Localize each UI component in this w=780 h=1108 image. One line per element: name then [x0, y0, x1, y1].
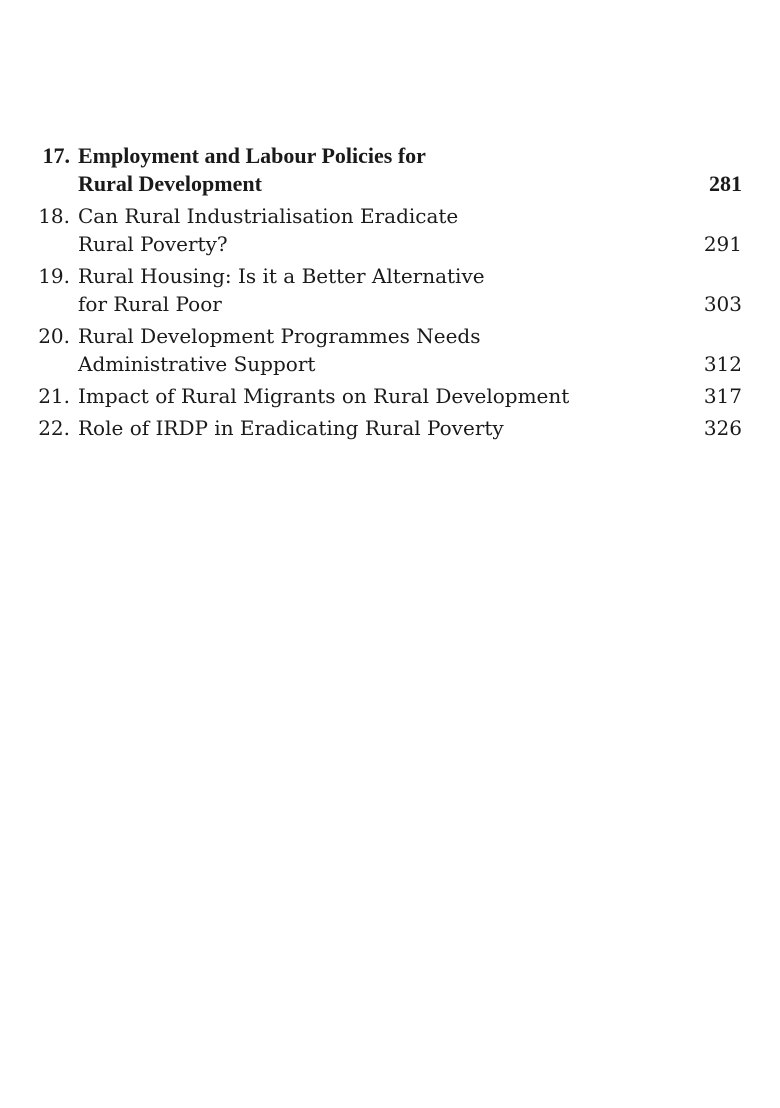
chapter-title-line: Rural Development Programmes Needs	[78, 324, 481, 348]
chapter-title	[78, 414, 662, 442]
chapter-title	[78, 142, 662, 198]
chapter-title-line: Can Rural Industrialisation Eradicate	[78, 204, 459, 228]
page-number: 312	[703, 352, 742, 376]
chapter-title	[78, 262, 662, 318]
chapter-title	[78, 382, 662, 410]
chapter-title-line: Administrative Support	[78, 352, 316, 376]
toc-entry	[20, 142, 742, 198]
toc-entry	[20, 262, 742, 318]
toc-entry	[20, 382, 742, 410]
toc-entry	[20, 414, 742, 442]
toc-entry	[20, 202, 742, 258]
page-number: 281	[709, 171, 742, 196]
chapter-number: 22.	[38, 416, 70, 440]
chapter-number: 21.	[38, 384, 70, 408]
chapter-title-line: Rural Housing: Is it a Better Alternative	[78, 264, 485, 288]
table-of-contents	[20, 142, 742, 446]
chapter-title-line: Role of IRDP in Eradicating Rural Poverty	[78, 416, 504, 440]
toc-entry	[20, 322, 742, 378]
chapter-title	[78, 202, 662, 258]
chapter-title-line: Rural Poverty?	[78, 232, 228, 256]
chapter-number: 18.	[38, 204, 70, 228]
chapter-title-line: Impact of Rural Migrants on Rural Development	[78, 384, 570, 408]
page-number: 303	[703, 292, 742, 316]
chapter-number: 19.	[38, 264, 70, 288]
page-number: 317	[703, 384, 742, 408]
chapter-title	[78, 322, 662, 378]
page-number: 291	[703, 232, 742, 256]
chapter-title-line: Employment and Labour Policies for	[78, 143, 426, 168]
chapter-number: 20.	[38, 324, 70, 348]
page-number: 326	[703, 416, 742, 440]
chapter-number: 17.	[42, 143, 70, 168]
chapter-title-line: Rural Development	[78, 171, 262, 196]
chapter-title-line: for Rural Poor	[78, 292, 222, 316]
